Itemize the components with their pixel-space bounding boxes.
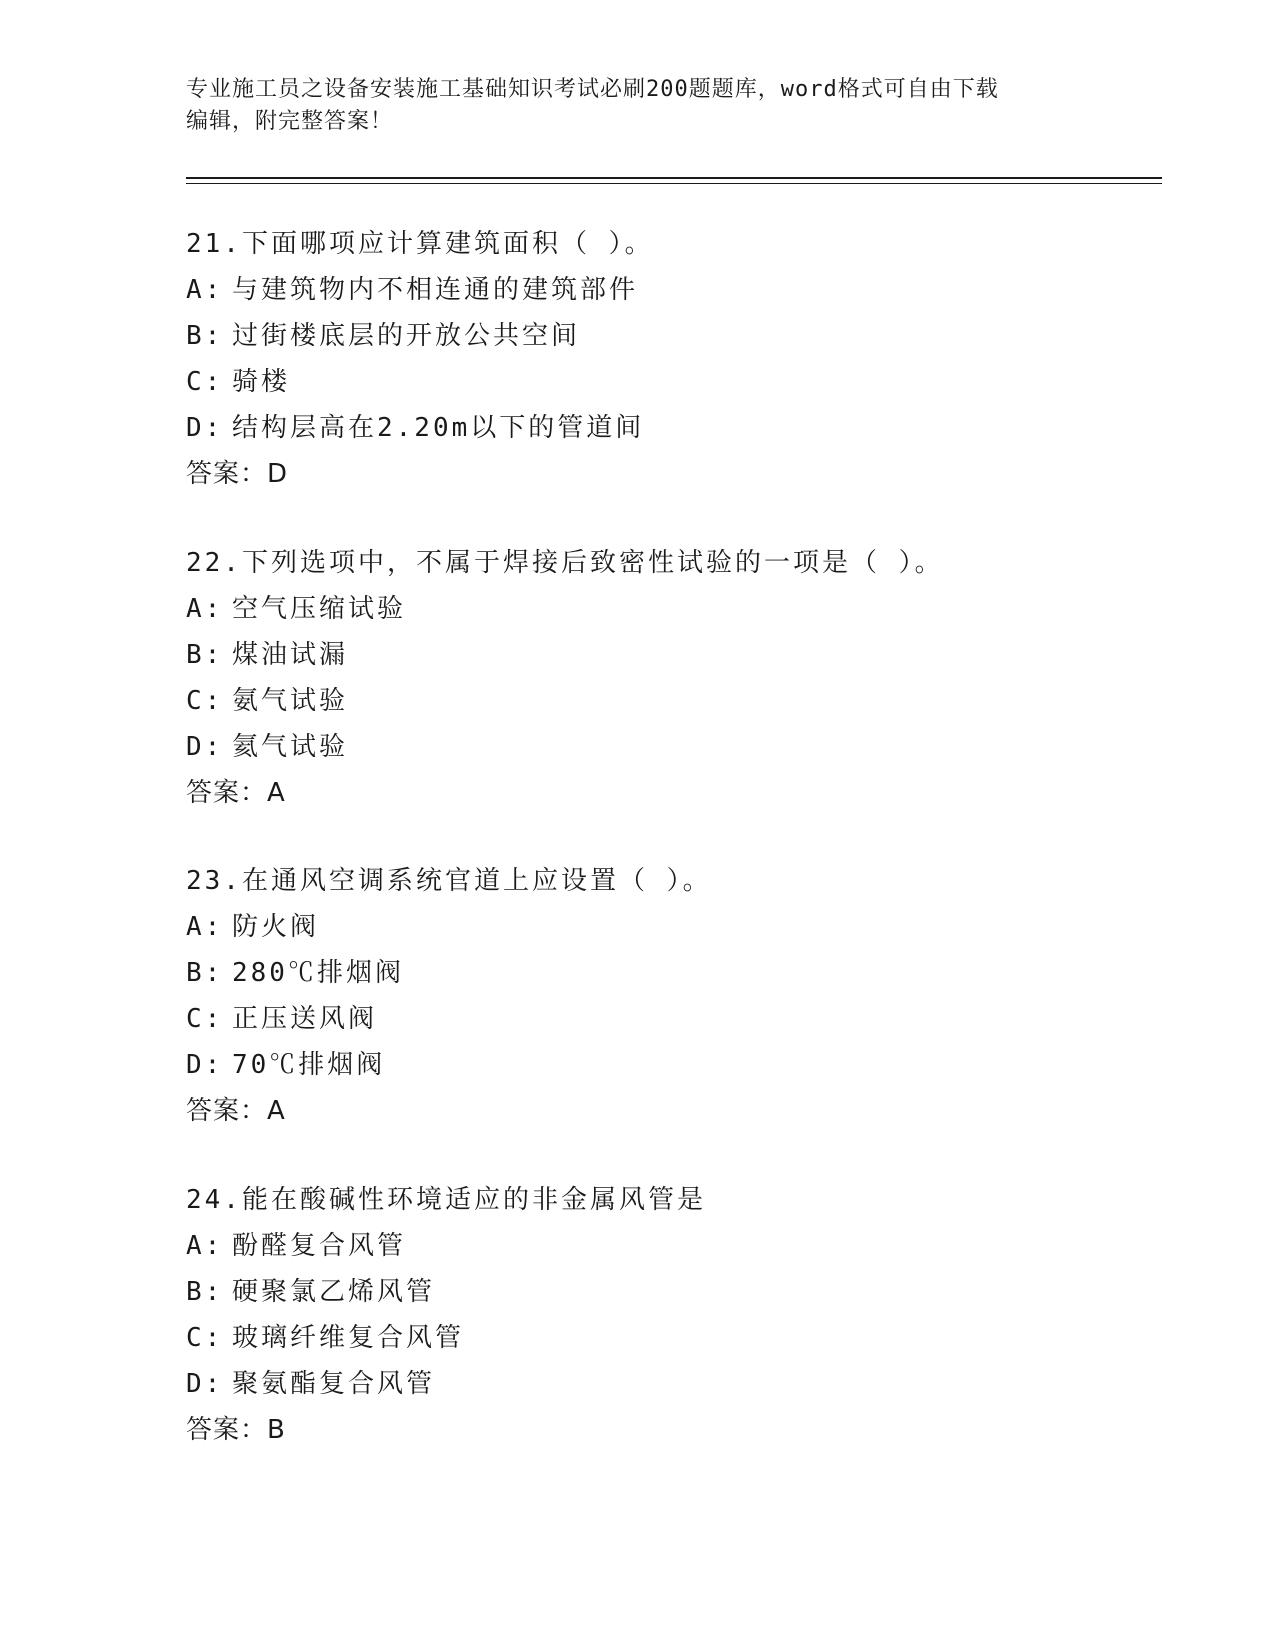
option-text: 氦气试验 xyxy=(232,732,349,762)
option-label: A: xyxy=(186,275,224,305)
option-d xyxy=(186,1042,1166,1088)
question-stem: 23.在通风空调系统官道上应设置（ ）。 xyxy=(186,866,712,896)
option-label: C: xyxy=(186,1004,224,1034)
option-label: B: xyxy=(186,958,224,988)
option-text: 280℃排烟阀 xyxy=(232,958,404,988)
option-text: 硬聚氯乙烯风管 xyxy=(232,1277,436,1307)
option-label: A: xyxy=(186,594,224,624)
option-b xyxy=(186,313,1166,359)
question-stem: 24.能在酸碱性环境适应的非金属风管是 xyxy=(186,1185,706,1215)
header-line-2: 编辑，附完整答案！ xyxy=(186,109,394,134)
answer-line: 答案：B xyxy=(186,1415,286,1445)
option-label: D: xyxy=(186,413,224,443)
option-text: 防火阀 xyxy=(232,912,320,942)
option-text: 骑楼 xyxy=(232,367,291,397)
option-b xyxy=(186,632,1166,678)
option-label: D: xyxy=(186,1369,224,1399)
option-c xyxy=(186,678,1166,724)
option-d xyxy=(186,405,1166,451)
option-text: 70℃排烟阀 xyxy=(232,1050,386,1080)
option-text: 空气压缩试验 xyxy=(232,594,407,624)
option-a xyxy=(186,1223,1166,1269)
question-block-22 xyxy=(186,540,1166,816)
option-c xyxy=(186,1315,1166,1361)
question-stem: 21.下面哪项应计算建筑面积（ ）。 xyxy=(186,229,654,259)
option-text: 过街楼底层的开放公共空间 xyxy=(232,321,581,351)
option-text: 正压送风阀 xyxy=(232,1004,378,1034)
option-text: 玻璃纤维复合风管 xyxy=(232,1323,465,1353)
option-d xyxy=(186,1361,1166,1407)
option-label: C: xyxy=(186,686,224,716)
answer-line: 答案：D xyxy=(186,459,289,489)
option-b xyxy=(186,950,1166,996)
option-text: 氨气试验 xyxy=(232,686,349,716)
question-block-21 xyxy=(186,221,1166,497)
option-c xyxy=(186,996,1166,1042)
option-a xyxy=(186,267,1166,313)
header-divider-thin xyxy=(186,183,1162,184)
option-a xyxy=(186,904,1166,950)
answer-line: 答案：A xyxy=(186,1096,286,1126)
header-line-1: 专业施工员之设备安装施工基础知识考试必刷200题题库，word格式可自由下载 xyxy=(186,77,999,102)
option-text: 结构层高在2.20m以下的管道间 xyxy=(232,413,645,443)
option-a xyxy=(186,586,1166,632)
option-text: 酚醛复合风管 xyxy=(232,1231,407,1261)
document-header xyxy=(186,74,1086,138)
option-c xyxy=(186,359,1166,405)
option-label: B: xyxy=(186,321,224,351)
option-label: A: xyxy=(186,912,224,942)
option-text: 与建筑物内不相连通的建筑部件 xyxy=(232,275,639,305)
option-label: C: xyxy=(186,367,224,397)
option-label: D: xyxy=(186,732,224,762)
header-divider-thick xyxy=(186,177,1162,179)
option-label: A: xyxy=(186,1231,224,1261)
option-label: B: xyxy=(186,640,224,670)
option-label: D: xyxy=(186,1050,224,1080)
option-label: B: xyxy=(186,1277,224,1307)
option-text: 聚氨酯复合风管 xyxy=(232,1369,436,1399)
option-label: C: xyxy=(186,1323,224,1353)
option-d xyxy=(186,724,1166,770)
question-block-24 xyxy=(186,1177,1166,1453)
question-stem: 22.下列选项中，不属于焊接后致密性试验的一项是（ ）。 xyxy=(186,548,944,578)
question-block-23 xyxy=(186,858,1166,1134)
option-text: 煤油试漏 xyxy=(232,640,349,670)
option-b xyxy=(186,1269,1166,1315)
answer-line: 答案：A xyxy=(186,778,286,808)
